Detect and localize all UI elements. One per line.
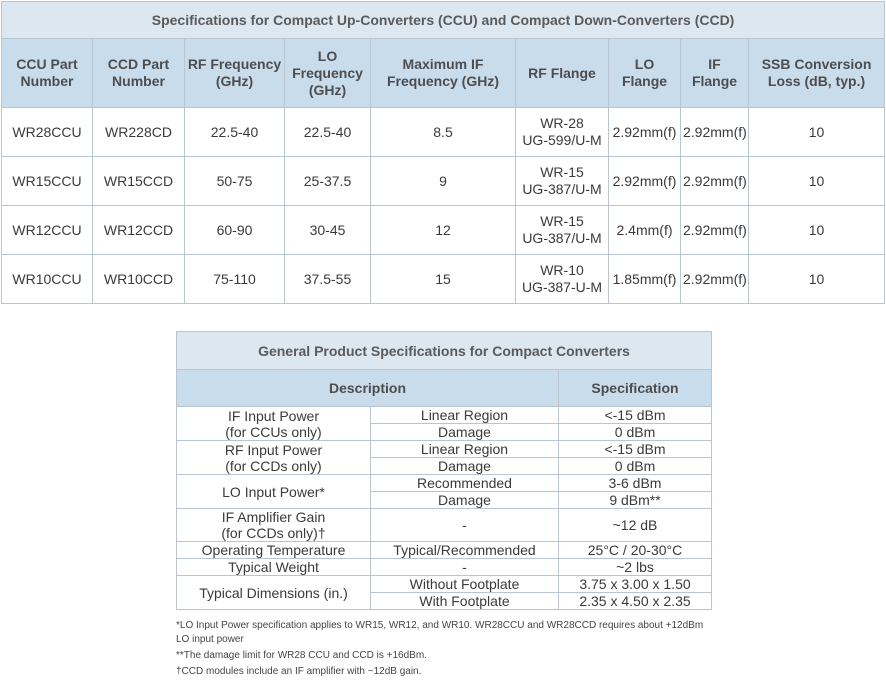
spec-group-label-line: LO Input Power* [222, 483, 325, 500]
rf-flange-line: WR-15 [540, 164, 584, 180]
rf-flange-line: WR-10 [540, 262, 584, 278]
spec-row [177, 576, 712, 593]
cell-if-flange: 2.92mm(f) [681, 108, 749, 157]
spec-group-label [177, 542, 371, 559]
spec-value: ~12 dB [559, 509, 712, 542]
cell-rf-freq: 22.5-40 [185, 108, 285, 157]
cell-if-flange: 2.92mm(f) [681, 157, 749, 206]
ccu-part-number-header [2, 39, 93, 108]
spec-group-label-line: IF Amplifier Gain [221, 509, 326, 525]
spec-condition: Recommended [371, 475, 559, 492]
footnote-lo-power: *LO Input Power specification applies to WR15, WR12, and WR10. WR28CCU and WR28CCD requires about +12dBm LO input power [176, 620, 704, 645]
rf-frequency-header [185, 39, 285, 108]
footnote-if-amplifier: †CCD modules include an IF amplifier with ~12dB gain. [176, 666, 422, 677]
spec-condition: Linear Region [371, 407, 559, 424]
cell-rf-flange [516, 255, 609, 304]
spec-condition: Typical/Recommended [371, 542, 559, 559]
rf-frequency-header-line: (GHz) [215, 73, 254, 89]
cell-ccd: WR10CCD [93, 255, 185, 304]
general-table-title: General Product Specifications for Compact Converters [177, 332, 712, 370]
cell-ccu: WR12CCU [2, 206, 93, 255]
lo-flange-header-line: Flange [621, 73, 668, 89]
cell-lo-freq: 30-45 [285, 206, 371, 255]
spec-row [177, 559, 712, 576]
spec-row [177, 441, 712, 458]
cell-ccd: WR15CCD [93, 157, 185, 206]
cell-ccu: WR15CCU [2, 157, 93, 206]
if-flange-header [681, 39, 749, 108]
lo-frequency-header-line: LO [317, 47, 338, 64]
spec-group-label-line: RF Input Power [224, 441, 323, 458]
spec-row [177, 475, 712, 492]
spec-value: 3.75 x 3.00 x 1.50 [559, 576, 712, 593]
spec-value: 25°C / 20-30°C [559, 542, 712, 559]
ssb-conversion-loss-header [749, 39, 885, 108]
converter-table-title: Specifications for Compact Up-Converters (CCU) and Compact Down-Converters (CCD) [2, 2, 885, 39]
cell-rf-freq: 50-75 [185, 157, 285, 206]
spec-group-label-line: Typical Dimensions (in.) [199, 584, 348, 601]
spec-group-label [177, 559, 371, 576]
spec-group-label-line: Typical Weight [228, 559, 319, 575]
spec-group-label [177, 509, 371, 542]
ccu-part-number-header-line: CCU Part [16, 56, 78, 72]
rf-flange-line: WR-28 [540, 115, 584, 131]
cell-if-flange: 2.92mm(f) [681, 255, 749, 304]
spec-value: 3-6 dBm [559, 475, 712, 492]
spec-condition: Damage [371, 424, 559, 441]
max-if-frequency-header [371, 39, 516, 108]
spec-condition: - [371, 509, 559, 542]
lo-frequency-header-line: (GHz) [308, 81, 347, 98]
spec-group-label-line: (for CCUs only) [225, 423, 322, 440]
spec-group-label [177, 475, 371, 509]
cell-max-if: 9 [371, 157, 516, 206]
converter-table-header-row [2, 39, 885, 108]
lo-frequency-header-line: Frequency [292, 64, 363, 81]
spec-group-label [177, 576, 371, 610]
cell-loss: 10 [749, 255, 885, 304]
cell-max-if: 12 [371, 206, 516, 255]
cell-lo-flange: 1.85mm(f) [609, 255, 681, 304]
description-header: Description [177, 370, 559, 407]
ssb-conversion-loss-header-line: SSB Conversion [761, 56, 872, 72]
if-flange-header-line: Flange [691, 73, 738, 89]
table-row [2, 255, 885, 304]
lo-flange-header [609, 39, 681, 108]
spec-value: <-15 dBm [559, 407, 712, 424]
max-if-frequency-header-line: Frequency (GHz) [386, 73, 499, 89]
spec-row [177, 542, 712, 559]
if-flange-header-line: IF [708, 56, 721, 72]
spec-condition: Without Footplate [371, 576, 559, 593]
cell-lo-flange: 2.4mm(f) [609, 206, 681, 255]
cell-rf-freq: 75-110 [185, 255, 285, 304]
footnotes [176, 619, 716, 679]
cell-rf-freq: 60-90 [185, 206, 285, 255]
ccd-part-number-header [93, 39, 185, 108]
spec-group-label-line: Operating Temperature [201, 542, 346, 558]
spec-condition: - [371, 559, 559, 576]
cell-lo-flange: 2.92mm(f) [609, 108, 681, 157]
cell-rf-flange [516, 206, 609, 255]
rf-frequency-header-line: RF Frequency [187, 56, 282, 72]
cell-ccd: WR228CD [93, 108, 185, 157]
spec-condition: With Footplate [371, 593, 559, 610]
cell-rf-flange [516, 108, 609, 157]
table-row [2, 206, 885, 255]
spec-group-label-line: (for CCDs only)† [221, 525, 326, 541]
cell-lo-freq: 37.5-55 [285, 255, 371, 304]
cell-lo-freq: 22.5-40 [285, 108, 371, 157]
cell-loss: 10 [749, 206, 885, 255]
ccd-part-number-header-line: Number [112, 73, 165, 89]
spec-row [177, 407, 712, 424]
ssb-conversion-loss-header-line: Loss (dB, typ.) [767, 73, 866, 89]
cell-lo-freq: 25-37.5 [285, 157, 371, 206]
spec-value: 9 dBm** [559, 492, 712, 509]
lo-flange-header-line: LO [634, 56, 655, 72]
spec-condition: Damage [371, 492, 559, 509]
general-spec-table [176, 331, 712, 610]
spec-condition: Damage [371, 458, 559, 475]
converter-spec-table [1, 1, 885, 304]
cell-max-if: 15 [371, 255, 516, 304]
rf-flange-header-line: RF Flange [528, 64, 596, 81]
footnote-damage-limit: **The damage limit for WR28 CCU and CCD is +16dBm. [176, 650, 427, 661]
cell-loss: 10 [749, 108, 885, 157]
max-if-frequency-header-line: Maximum IF [402, 56, 484, 72]
rf-flange-header [516, 39, 609, 108]
spec-value: ~2 lbs [559, 559, 712, 576]
spec-condition: Linear Region [371, 441, 559, 458]
spec-value: <-15 dBm [559, 441, 712, 458]
cell-loss: 10 [749, 157, 885, 206]
table-row [2, 108, 885, 157]
spec-value: 2.35 x 4.50 x 2.35 [559, 593, 712, 610]
cell-lo-flange: 2.92mm(f) [609, 157, 681, 206]
spec-group-label-line: (for CCDs only) [225, 457, 322, 474]
cell-ccu: WR28CCU [2, 108, 93, 157]
rf-flange-line: UG-599/U-M [522, 132, 602, 148]
spec-group-label [177, 441, 371, 475]
rf-flange-line: UG-387/U-M [522, 181, 602, 197]
lo-frequency-header [285, 39, 371, 108]
rf-flange-line: UG-387/U-M [522, 230, 602, 246]
cell-rf-flange [516, 157, 609, 206]
cell-ccu: WR10CCU [2, 255, 93, 304]
spec-row [177, 509, 712, 542]
spec-value: 0 dBm [559, 458, 712, 475]
cell-max-if: 8.5 [371, 108, 516, 157]
cell-if-flange: 2.92mm(f) [681, 206, 749, 255]
spec-value: 0 dBm [559, 424, 712, 441]
spec-group-label-line: IF Input Power [227, 407, 320, 424]
rf-flange-line: UG-387-U-M [521, 279, 603, 295]
spec-group-label [177, 407, 371, 441]
ccu-part-number-header-line: Number [20, 73, 74, 89]
ccd-part-number-header-line: CCD Part [107, 56, 170, 72]
cell-ccd: WR12CCD [93, 206, 185, 255]
table-row [2, 157, 885, 206]
specification-header: Specification [559, 370, 712, 407]
rf-flange-line: WR-15 [540, 213, 584, 229]
